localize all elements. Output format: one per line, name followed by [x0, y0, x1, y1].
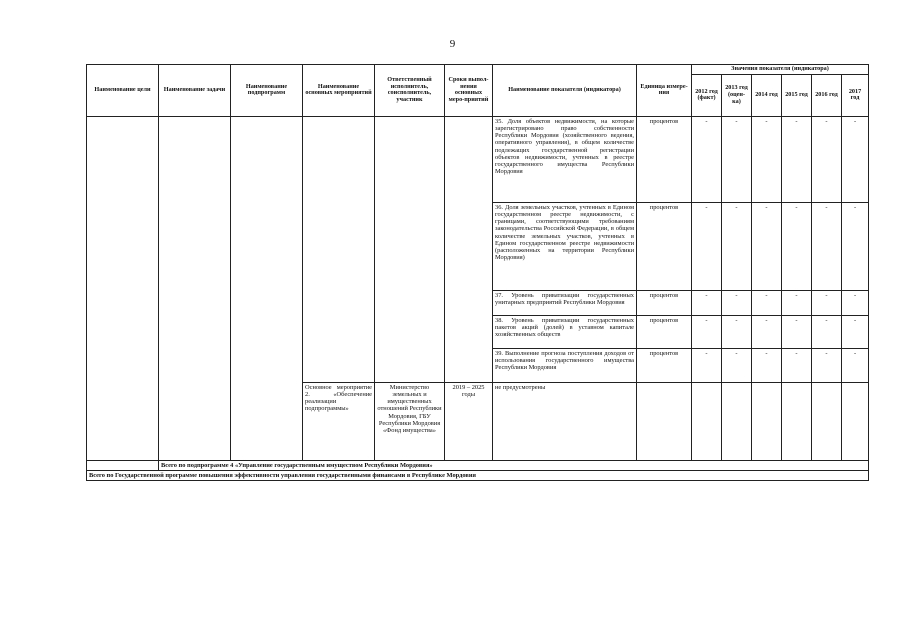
indicator-value: - — [812, 315, 842, 348]
header-year: 2016 год — [812, 74, 842, 116]
indicator-value: - — [812, 116, 842, 202]
terms-cell — [445, 116, 493, 382]
activity-unit — [637, 382, 692, 460]
program-table — [86, 64, 869, 481]
indicator-value: - — [842, 202, 869, 290]
indicator-value: - — [812, 290, 842, 315]
indicator-value: - — [722, 202, 752, 290]
header-terms: Сроки выпол-нения основных меро-приятий — [445, 65, 493, 117]
indicator-value: - — [722, 348, 752, 382]
indicator-value: - — [752, 290, 782, 315]
program-total-row — [87, 471, 869, 481]
goal-cell — [87, 116, 159, 460]
indicator-name: 37. Уровень приватизации государственных унитарных предприятий Республики Мордовия — [493, 290, 637, 315]
indicator-value: - — [692, 290, 722, 315]
activity-terms: 2019 – 2025 годы — [445, 382, 493, 460]
indicator-unit: процентов — [637, 315, 692, 348]
indicator-value: - — [842, 290, 869, 315]
task-cell — [159, 116, 231, 460]
activity-value — [812, 382, 842, 460]
activity-cell — [303, 116, 375, 382]
indicator-value: - — [722, 315, 752, 348]
indicator-name: 35. Доля объектов недвижимости, на которые зарегистрировано право собственности Республики Мордовия (хозяйственного ведения, оперативного управления), в общем количестве подлежащих государственной регистрации объектов недвижимости, учтенных в реестре государственного имущества Республики Мордовия — [493, 116, 637, 202]
indicator-unit: процентов — [637, 290, 692, 315]
indicator-value: - — [752, 202, 782, 290]
activity-value — [692, 382, 722, 460]
header-year: 2017 год — [842, 74, 869, 116]
indicator-value: - — [752, 116, 782, 202]
indicator-name: 36. Доля земельных участков, учтенных в Едином государственном реестре недвижимости, с границами, соответствующими требованиям законодательства Российской Федерации, в общем количестве земельных участков, учтенных в Едином государственном реестре недвижимости (расположенных на территории Республики Мордовия) — [493, 202, 637, 290]
indicator-value: - — [782, 348, 812, 382]
indicator-value: - — [692, 202, 722, 290]
indicator-value: - — [782, 315, 812, 348]
empty-cell — [87, 460, 159, 470]
activity-value — [782, 382, 812, 460]
indicator-unit: процентов — [637, 116, 692, 202]
indicator-unit: процентов — [637, 348, 692, 382]
page-number: 9 — [449, 38, 456, 50]
indicator-value: - — [752, 315, 782, 348]
activity-value — [722, 382, 752, 460]
header-responsible: Ответственный исполнитель, соисполнитель, участник — [375, 65, 445, 117]
indicator-value: - — [842, 116, 869, 202]
header-unit: Единица измере-ния — [637, 65, 692, 117]
header-values-group: Значения показателя (индикатора) — [692, 65, 869, 75]
header-year: 2015 год — [782, 74, 812, 116]
indicator-value: - — [842, 315, 869, 348]
indicator-value: - — [782, 202, 812, 290]
indicator-value: - — [722, 116, 752, 202]
indicator-value: - — [722, 290, 752, 315]
indicator-value: - — [842, 348, 869, 382]
indicator-value: - — [812, 348, 842, 382]
indicator-value: - — [692, 116, 722, 202]
header-subprograms: Наименование подпрограмм — [231, 65, 303, 117]
header-goal: Наименование цели — [87, 65, 159, 117]
header-year: 2012 год (факт) — [692, 74, 722, 116]
subprogram-total-row — [87, 460, 869, 470]
subprogram-total: Всего по подпрограмме 4 «Управление государственным имуществом Республики Мордовия» — [159, 460, 869, 470]
indicator-name: 38. Уровень приватизации государственных пакетов акций (долей) в уставном капитале хозяйственных обществ — [493, 315, 637, 348]
indicator-value: - — [812, 202, 842, 290]
responsible-cell — [375, 116, 445, 382]
indicator-value: - — [692, 315, 722, 348]
header-tasks: Наименование задачи — [159, 65, 231, 117]
header-year: 2013 год (оцен-ка) — [722, 74, 752, 116]
program-total: Всего по Государственной программе повышения эффективности управления государственными финансами в Республике Мордовия — [87, 471, 869, 481]
subprogram-cell — [231, 116, 303, 460]
header-year: 2014 год — [752, 74, 782, 116]
header-indicator-name: Наименование показателя (индикатора) — [493, 65, 637, 117]
indicator-value: - — [752, 348, 782, 382]
activity-responsible: Министерство земельных и имущественных отношений Республики Мордовия, ГБУ Республики Мордовия «Фонд имущества» — [375, 382, 445, 460]
indicator-value: - — [692, 348, 722, 382]
indicator-unit: процентов — [637, 202, 692, 290]
activity-value — [842, 382, 869, 460]
indicator-value: - — [782, 116, 812, 202]
table-row — [87, 116, 869, 202]
indicator-value: - — [782, 290, 812, 315]
indicator-name: 39. Выполнение прогноза поступления доходов от использования государственного имущества Республики Мордовия — [493, 348, 637, 382]
activity-value — [752, 382, 782, 460]
header-main-activities: Наименование основных мероприятий — [303, 65, 375, 117]
activity-name: Основное мероприятие 2. «Обеспечение реализации подпрограммы» — [303, 382, 375, 460]
activity-indicator: не предусмотрены — [493, 382, 637, 460]
